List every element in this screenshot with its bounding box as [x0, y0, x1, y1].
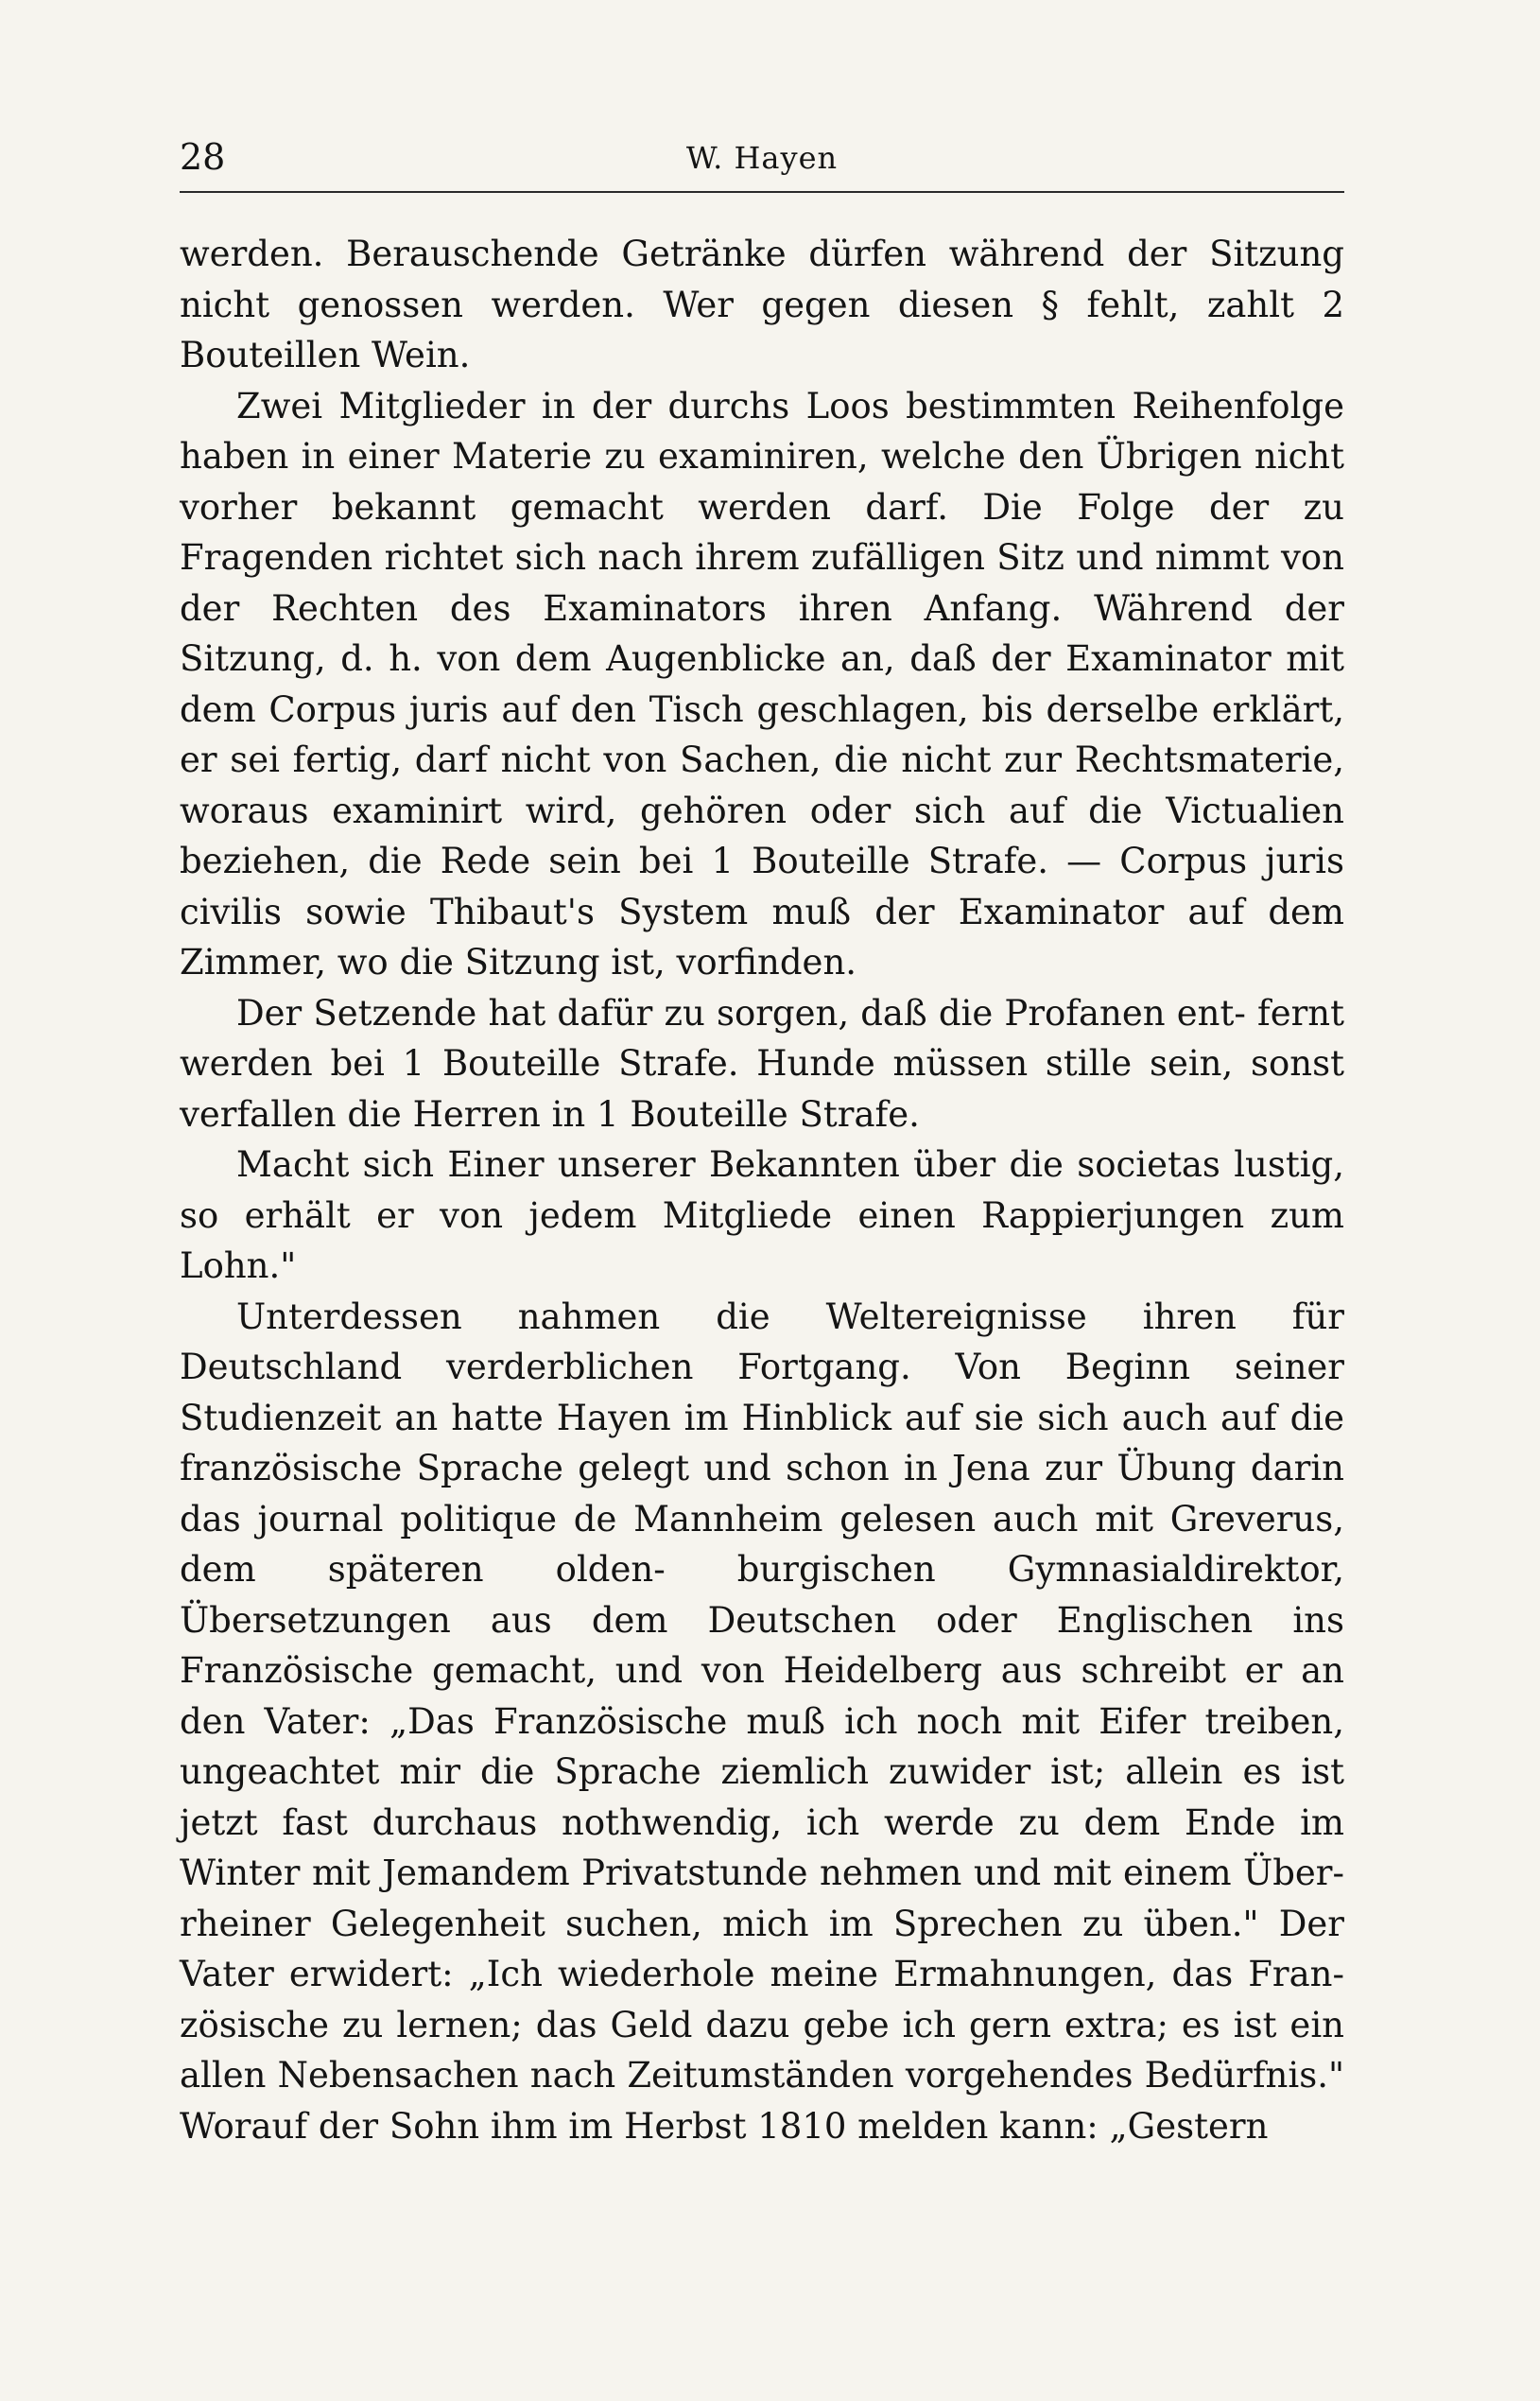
- paragraph: Unterdessen nahmen die Weltereignisse ihren für Deutschland verderblichen Fortgang. Von Beginn seiner Studienzeit an hatte Hayen im Hinblick auf sie sich auch auf die französische Sprache gelegt und schon in Jena zur Übung darin das journal politique de Mannheim gelesen auch mit Greverus, dem späteren olden- burgischen Gymnasialdirektor, Übersetzungen aus dem Deutschen oder Englischen ins Französische gemacht, und von Heidelberg aus schreibt er an den Vater: „Das Französische muß ich noch mit Eifer treiben, ungeachtet mir die Sprache ziemlich zuwider ist; allein es ist jetzt fast durchaus nothwendig, ich werde zu dem Ende im Winter mit Jemandem Privatstunde nehmen und mit einem Über- rheiner Gelegenheit suchen, mich im Sprechen zu üben." Der Vater erwidert: „Ich wiederhole meine Ermahnungen, das Fran- zösische zu lernen; das Geld dazu gebe ich gern extra; es ist ein allen Nebensachen nach Zeitumständen vorgehendes Bedürfnis." Worauf der Sohn ihm im Herbst 1810 melden kann: „Gestern: [180, 1296, 1344, 2147]
- paragraph: Macht sich Einer unserer Bekannten über die societas lustig, so erhält er von jedem Mitgliede einen Rappierjungen zum Lohn.": [180, 1144, 1344, 1286]
- paragraph: werden. Berauschende Getränke dürfen während der Sitzung nicht genossen werden. Wer gegen diesen § fehlt, zahlt 2 Bouteillen Wein.: [180, 234, 1344, 375]
- body-text: [180, 229, 1344, 2151]
- page-number: 28: [180, 136, 226, 178]
- page-header: [180, 132, 1344, 193]
- paragraph: Der Setzende hat dafür zu sorgen, daß die Profanen ent- fernt werden bei 1 Bouteille Strafe. Hunde müssen stille sein, sonst verfallen die Herren in 1 Bouteille Strafe.: [180, 992, 1344, 1135]
- paragraph: Zwei Mitglieder in der durchs Loos bestimmten Reihenfolge haben in einer Materie zu examiniren, welche den Übrigen nicht vorher bekannt gemacht werden darf. Die Folge der zu Fragenden richtet sich nach ihrem zufälligen Sitz und nimmt von der Rechten des Examinators ihren Anfang. Während der Sitzung, d. h. von dem Augenblicke an, daß der Examinator mit dem Corpus juris auf den Tisch geschlagen, bis derselbe erklärt, er sei fertig, darf nicht von Sachen, die nicht zur Rechtsmaterie, woraus examinirt wird, gehören oder sich auf die Victualien beziehen, die Rede sein bei 1 Bouteille Strafe. — Corpus juris civilis sowie Thibaut's System muß der Examinator auf dem Zimmer, wo die Sitzung ist, vorfinden.: [180, 385, 1344, 983]
- running-title: W. Hayen: [685, 140, 839, 176]
- book-page: [180, 132, 1344, 2151]
